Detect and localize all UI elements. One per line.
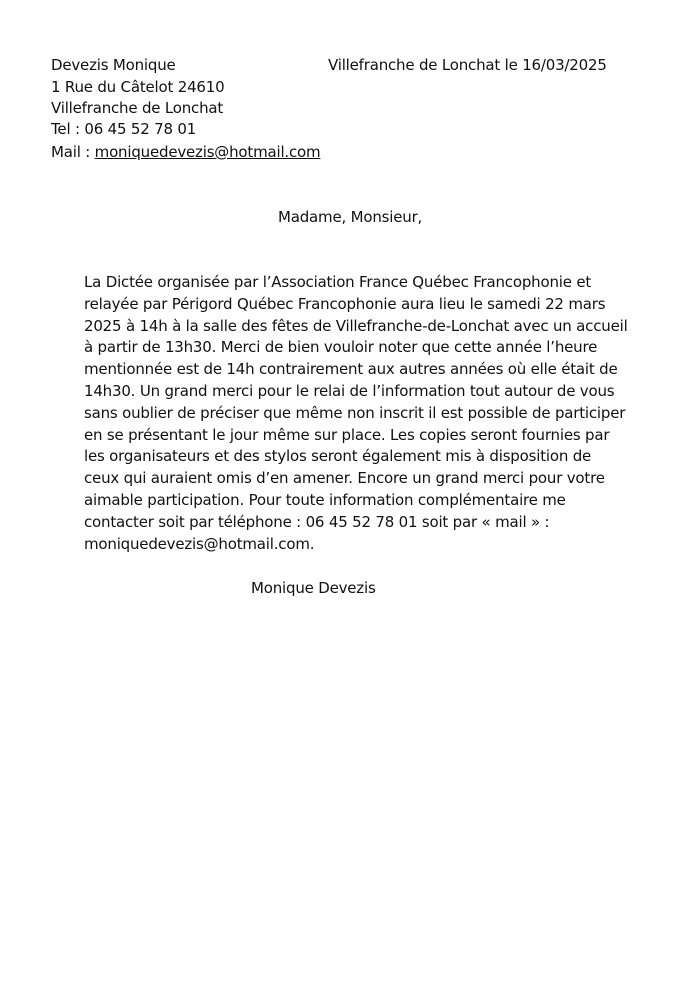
letter-body (84, 272, 629, 555)
body-line: 2025 à 14h à la salle des fêtes de Villefranche-de-Lonchat avec un accueil (84, 316, 628, 335)
body-line: à partir de 13h30. Merci de bien vouloir noter que cette année l’heure (84, 338, 598, 357)
body-line: ceux qui auraient omis d’en amener. Encore un grand merci pour votre (84, 469, 605, 488)
sender-city: Villefranche de Lonchat (51, 99, 224, 117)
body-line: les organisateurs et des stylos seront également mis à disposition de (84, 447, 592, 466)
mail-label: Mail : (51, 143, 95, 161)
sender-tel: Tel : 06 45 52 78 01 (51, 120, 197, 138)
body-line: relayée par Périgord Québec Francophonie aura lieu le samedi 22 mars (84, 294, 606, 313)
body-line: sans oublier de préciser que même non inscrit il est possible de participer (84, 403, 626, 422)
signature: Monique Devezis (251, 579, 376, 597)
sender-address: 1 Rue du Câtelot 24610 (51, 78, 225, 96)
body-line: moniquedevezis@hotmail.com. (84, 534, 315, 553)
body-line: La Dictée organisée par l’Association France Québec Francophonie et (84, 273, 592, 291)
salutation: Madame, Monsieur, (278, 208, 423, 226)
body-line: mentionnée est de 14h contrairement aux autres années où elle était de (84, 360, 618, 379)
body-line: 14h30. Un grand merci pour le relai de l’information tout autour de vous (84, 381, 615, 400)
body-line: aimable participation. Pour toute information complémentaire me (84, 490, 566, 509)
body-line: en se présentant le jour même sur place. Les copies seront fournies par (84, 425, 610, 444)
sender-name: Devezis Monique (51, 56, 176, 74)
sender-mail-line (51, 142, 320, 163)
place-date: Villefranche de Lonchat le 16/03/2025 (328, 56, 607, 74)
email-link[interactable]: moniquedevezis@hotmail.com (94, 143, 321, 161)
body-line: contacter soit par téléphone : 06 45 52 78 01 soit par « mail » : (84, 512, 550, 531)
